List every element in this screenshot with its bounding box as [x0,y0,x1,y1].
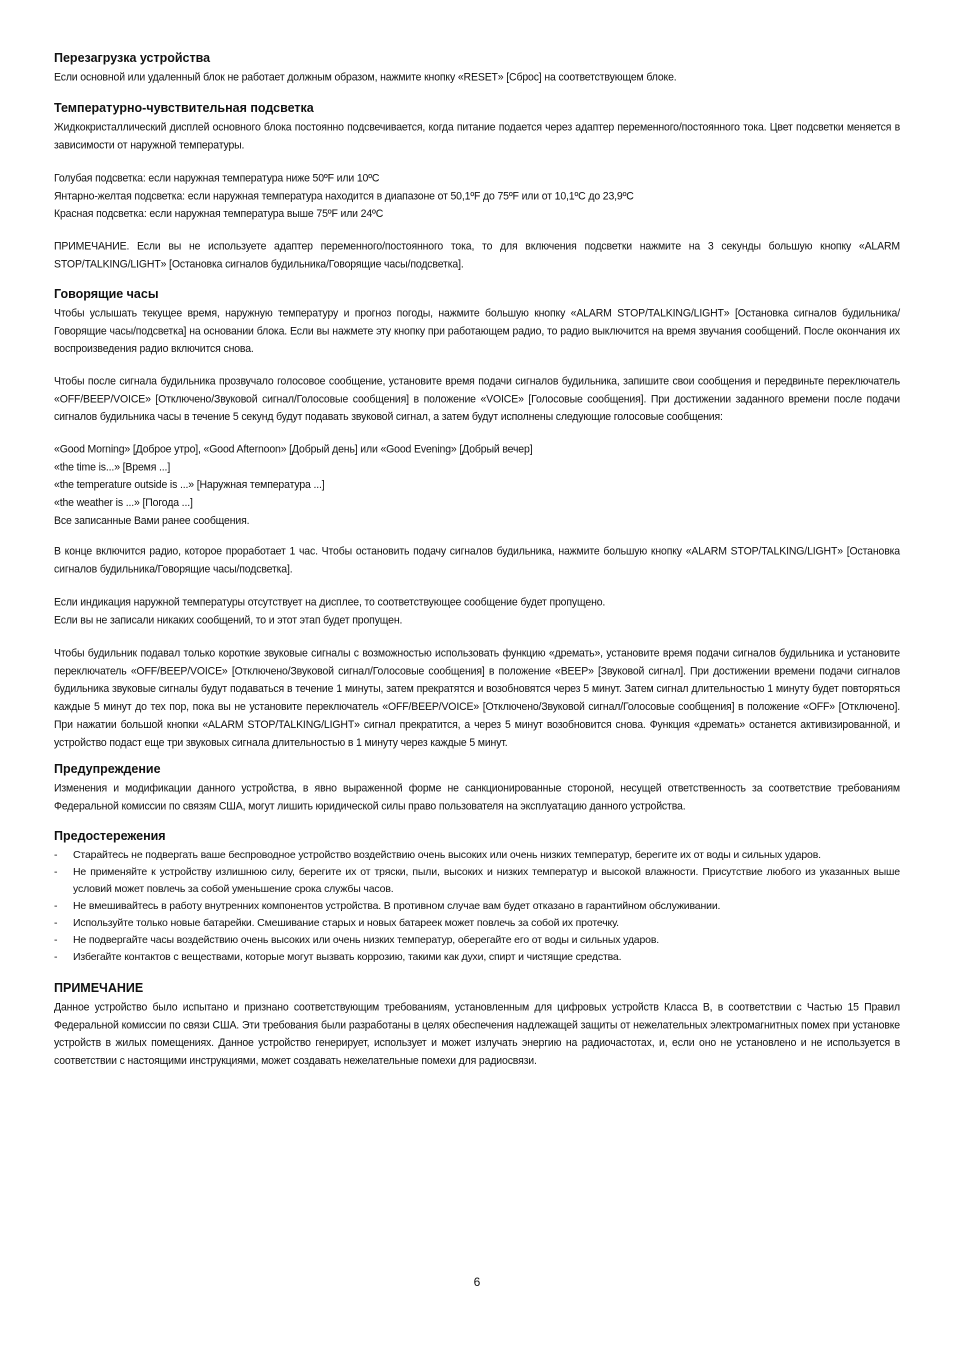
voice-messages-list [54,441,900,530]
section-reset [54,50,900,86]
backlight-blue-line: Голубая подсветка: если наружная температура ниже 50ºF или 10ºC [54,172,380,185]
paragraph: Изменения и модификации данного устройства, в явно выраженной форме не санкционированные стороной, несущей ответственность за соответствие требованиям Федеральной комиссии по связям США, могут лишить юридической силы право пользователя на эксплуатацию данного устройства. [54,782,900,813]
list-item: - Используйте только новые батарейки. Смешивание старых и новых батареек может повлечь за собой их протечку. [54,915,900,932]
section-title: Говорящие часы [54,287,159,301]
paragraph: Данное устройство было испытано и признано соответствующим требованиям, установленным для цифровых устройств Класса B, в соответствии с Частью 15 Правил Федеральной комиссии по связи США. Эти требования были разработаны в целях обеспечения надлежащей защиты от нежелательных электромагнитных помех при установке устройств в жилых помещениях. Данное устройство генерирует, использует и может излучать энергию на радиочастотах, и, если оно не установлено и не используется в соответствии с настоящими инструкциями, может создавать нежелательные помехи для радиосвязи. [54,1001,900,1068]
backlight-note: ПРИМЕЧАНИЕ. Если вы не используете адаптер переменного/постоянного тока, то для включения подсветки нажмите на 3 секунды большую кнопку «ALARM STOP/TALKING/LIGHT» [Остановка сигналов будильника/Говорящие часы/подсветка]. [54,240,900,271]
section-title: Предупреждение [54,762,161,776]
list-item: «the time is...» [Время ...] [54,460,171,474]
section-warning [54,761,900,814]
section-note [54,980,900,1067]
text-line: Если вы не записали никаких сообщений, то и этот этап будет пропущен. [54,613,403,627]
paragraph: Чтобы после сигнала будильника прозвучало голосовое сообщение, установите время подачи сигналов будильника, запишите свои сообщения и передвиньте переключатель «OFF/BEEP/VOICE» [Отключено/Звуковой сигнал/Голосовые сообщения] в положение «VOICE» [Голосовые сообщения]. При достижении заданного времени после подачи сигналов будильника часы в течение 5 секунд будут подавать звуковой сигнал, а затем будут исполнены следующие голосовые сообщения: [54,375,900,424]
list-item: - Не подвергайте часы воздействию очень высоких или очень низких температур, оберегайте его от воды и сильных ударов. [54,932,900,949]
section-talking-clock [54,286,900,747]
backlight-amber-line: Янтарно-желтая подсветка: если наружная температура находится в диапазоне от 50,1ºF до 75ºF или от 10,1ºC до 23,9ºC [54,189,634,203]
section-title: Перезагрузка устройства [54,51,211,65]
text-line: Если индикация наружной температуры отсутствует на дисплее, то соответствующее сообщение будет пропущено. [54,596,606,609]
list-item: «the temperature outside is ...» [Наружная температура ...] [54,478,325,492]
section-title: ПРИМЕЧАНИЕ [54,981,144,995]
list-item: «the weather is ...» [Погода ...] [54,496,193,510]
page-number: 6 [473,1275,481,1289]
paragraph: Чтобы будильник подавал только короткие звуковые сигналы с возможностью использовать функцию «дремать», установите время подачи сигналов будильника и установите переключатель «OFF/BEEP/VOICE» [Отключено/Звуковой сигнал/Голосовые сообщения] в положение «BEEP» [Звуковой сигнал]. При достижении времени подачи сигналов будильника звуковые сигналы будут подаваться в течение 1 минуты, затем прекратятся и возобновятся через 5 минут. Затем сигнал длительностью 1 минуту будет повторяться каждые 5 минут до тех пор, пока вы не установите переключатель «OFF/BEEP/VOICE» [Отключено/Звуковой сигнал/Голосовые сообщения] в положение «OFF» [Отключено]. При нажатии большой кнопки «ALARM STOP/TALKING/LIGHT» сигнал прекратится, а через 5 минут возобновится снова. Функция «дремать» останется активизированной, и устройство подаст еще три звуковых сигнала длительностью в 1 минуту через каждые 5 минут. [54,647,900,749]
paragraph: Чтобы услышать текущее время, наружную температуру и прогноз погоды, нажмите большую кнопку «ALARM STOP/TALKING/LIGHT» [Остановка сигналов будильника/Говорящие часы/подсветка] на основании блока. Если вы нажмете эту кнопку при работающем радио, то радио выключится на время звучания сообщений. После окончания их воспроизведения радио включится снова. [54,307,900,356]
paragraph [54,594,900,630]
cautions-list [54,847,900,966]
backlight-colors [54,170,900,224]
section-backlight [54,100,900,272]
paragraph: Жидкокристаллический дисплей основного блока постоянно подсвечивается, когда питание подается через адаптер переменного/постоянного тока. Цвет подсветки меняется в зависимости от наружной температуры. [54,121,900,152]
list-item: - Не применяйте к устройству излишнюю силу, берегите их от тряски, пыли, высоких и низких температур и высокой влажности. Присутствие любого из указанных выше условий может повлечь за собой уменьшение срока службы часов. [54,864,900,898]
list-item: - Старайтесь не подвергать ваше беспроводное устройство воздействию очень высоких или очень низких температур, берегите их от воды и сильных ударов. [54,847,900,864]
list-item: «Good Morning» [Доброе утро], «Good Afternoon» [Добрый день] или «Good Evening» [Добрый вечер] [54,443,533,456]
section-title: Предостережения [54,829,166,843]
list-item: Все записанные Вами ранее сообщения. [54,514,250,528]
list-item: - Не вмешивайтесь в работу внутренних компонентов устройства. В противном случае вам будет отказано в гарантийном обслуживании. [54,898,900,915]
manual-page [54,50,900,1067]
paragraph: В конце включится радио, которое проработает 1 час. Чтобы остановить подачу сигналов будильника, нажмите большую кнопку «ALARM STOP/TALKING/LIGHT» [Остановка сигналов будильника/Говорящие часы/подсветка]. [54,545,900,576]
section-title: Температурно-чувствительная подсветка [54,101,314,115]
backlight-red-line: Красная подсветка: если наружная температура выше 75ºF или 24ºC [54,207,384,221]
list-item: - Избегайте контактов с веществами, которые могут вызвать коррозию, такими как духи, спирт и чистящие средства. [54,949,900,966]
paragraph: Если основной или удаленный блок не работает должным образом, нажмите кнопку «RESET» [Сброс] на соответствующем блоке. [54,71,677,84]
section-cautions [54,828,900,966]
